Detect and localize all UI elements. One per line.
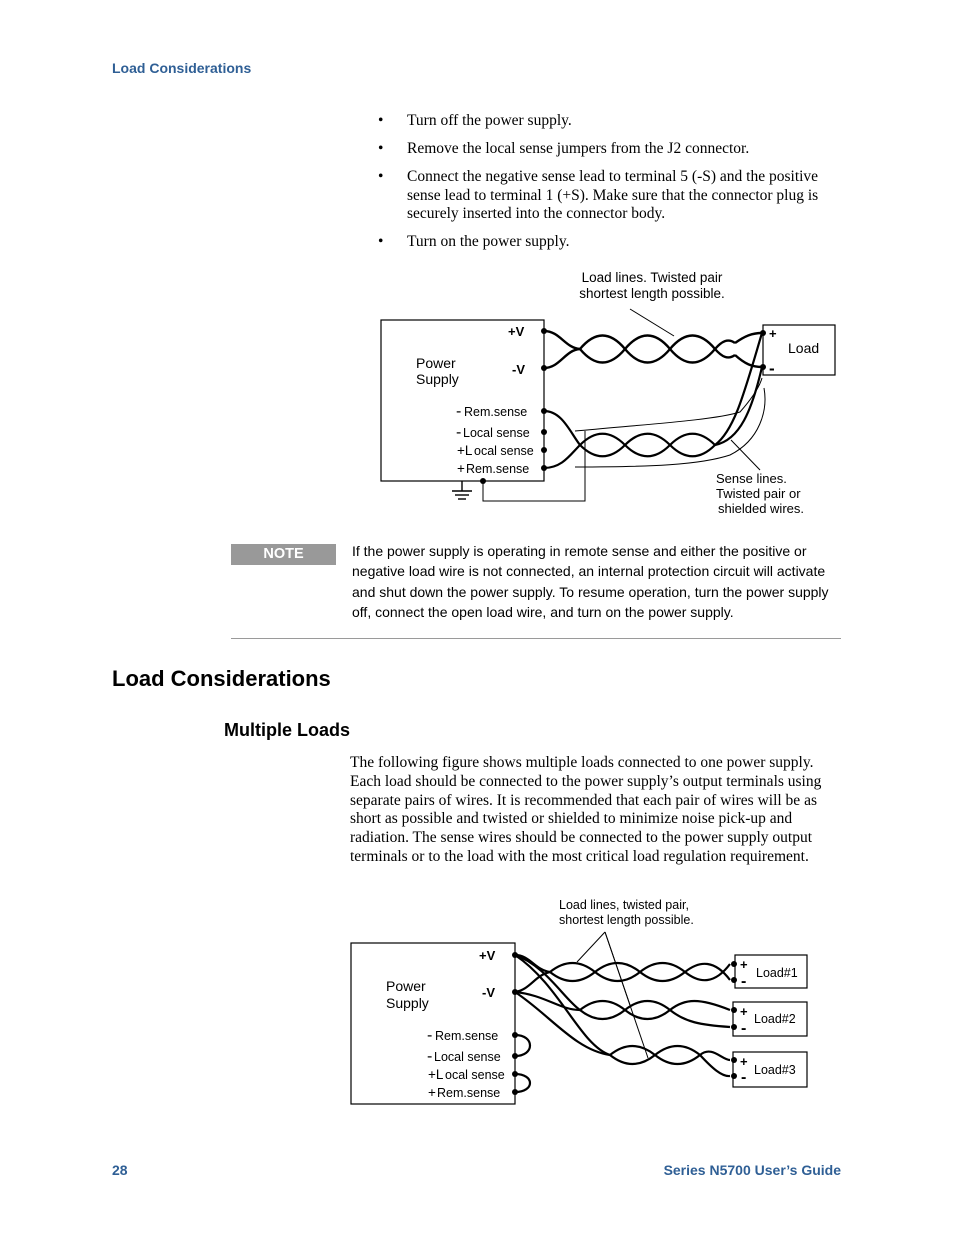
sign-label: + — [428, 1085, 436, 1100]
load-plus-sign: + — [769, 326, 777, 341]
load-minus-sign: - — [769, 359, 775, 378]
sense-jumpers — [515, 1035, 530, 1092]
sense-lines-label: Twisted pair or — [716, 486, 801, 501]
load-minus-sign: - — [741, 1020, 747, 1037]
subsection-title: Multiple Loads — [224, 720, 350, 740]
local-sense-pos-label: ocal sense — [445, 1068, 505, 1082]
load-label: Load#3 — [754, 1063, 796, 1077]
load-lines-label: shortest length possible. — [559, 913, 694, 927]
power-supply-label: Supply — [386, 995, 429, 1011]
load-label: Load#2 — [754, 1012, 796, 1026]
sign-label: + — [457, 461, 465, 476]
sign-label: +L — [428, 1067, 444, 1082]
sign-label: - — [456, 424, 462, 441]
load-2 — [731, 1002, 807, 1037]
rem-sense-neg-label: Rem.sense — [435, 1029, 499, 1043]
load-label: Load — [788, 340, 820, 356]
plus-v-terminal-label: +V — [508, 324, 525, 339]
power-supply-label: Power — [386, 978, 426, 994]
note-text: If the power supply is operating in remote sense and either the positive or negative load wire is not connected, an internal protection circuit will activate and shut down the power supply. To resume operation, turn the power supply off, connect the open load wire, and turn on the power supply. — [352, 543, 829, 620]
power-supply-label: Supply — [416, 371, 459, 387]
guide-title: Series N5700 User’s Guide — [663, 1162, 841, 1178]
load-lines-label: Load lines. Twisted pair — [581, 270, 723, 285]
sign-label: - — [456, 403, 462, 420]
load-plus-sign: + — [740, 1004, 748, 1019]
body-paragraph: The following figure shows multiple loads connected to one power supply. Each load should be connected to the power supply’s output terminals using separate pairs of wires. It is recommended that each pair of wires will be as short as possible and twisted or shielded to minimize noise pick-up and radiation. The sense wires should be connected to the power supply output terminals or to the load with the most critical load regulation requirement. — [350, 754, 822, 865]
local-sense-neg-label: Local sense — [434, 1050, 501, 1064]
note-label: NOTE — [231, 544, 336, 565]
bullet-item: • Connect the negative sense lead to terminal 5 (-S) and the positive sense lead to terminal 1 (+S). Make sure that the connector plug is securely inserted into the connector body. — [378, 168, 838, 224]
page-number: 28 — [112, 1162, 128, 1178]
bullet-item: • Turn on the power supply. — [378, 233, 838, 252]
load-plus-sign: + — [740, 957, 748, 972]
bullet-item: • Turn off the power supply. — [378, 112, 838, 131]
minus-v-terminal-label: -V — [482, 985, 495, 1000]
load-lines-label: shortest length possible. — [579, 286, 725, 301]
load-3 — [731, 1052, 807, 1087]
sense-lines-label: shielded wires. — [718, 501, 804, 516]
sign-label: +L — [457, 443, 473, 458]
sign-label: - — [427, 1048, 433, 1065]
rem-sense-pos-label: Rem.sense — [466, 462, 530, 476]
sign-label: - — [427, 1027, 433, 1044]
rem-sense-pos-label: Rem.sense — [437, 1086, 501, 1100]
load-minus-sign: - — [741, 973, 747, 990]
bullet-item: • Remove the local sense jumpers from the J2 connector. — [378, 140, 838, 159]
section-title: Load Considerations — [112, 666, 331, 691]
load-label: Load#1 — [756, 966, 798, 980]
power-supply-label: Power — [416, 355, 456, 371]
minus-v-terminal-label: -V — [512, 362, 525, 377]
plus-v-terminal-label: +V — [479, 948, 496, 963]
local-sense-neg-label: Local sense — [463, 426, 530, 440]
rem-sense-neg-label: Rem.sense — [464, 405, 528, 419]
load-minus-sign: - — [741, 1069, 747, 1086]
local-sense-pos-label: ocal sense — [474, 444, 534, 458]
load-lines-label: Load lines, twisted pair, — [559, 898, 689, 912]
running-header: Load Considerations — [112, 60, 252, 76]
load-1 — [731, 955, 807, 990]
sense-lines-label: Sense lines. — [716, 471, 787, 486]
load-plus-sign: + — [740, 1054, 748, 1069]
